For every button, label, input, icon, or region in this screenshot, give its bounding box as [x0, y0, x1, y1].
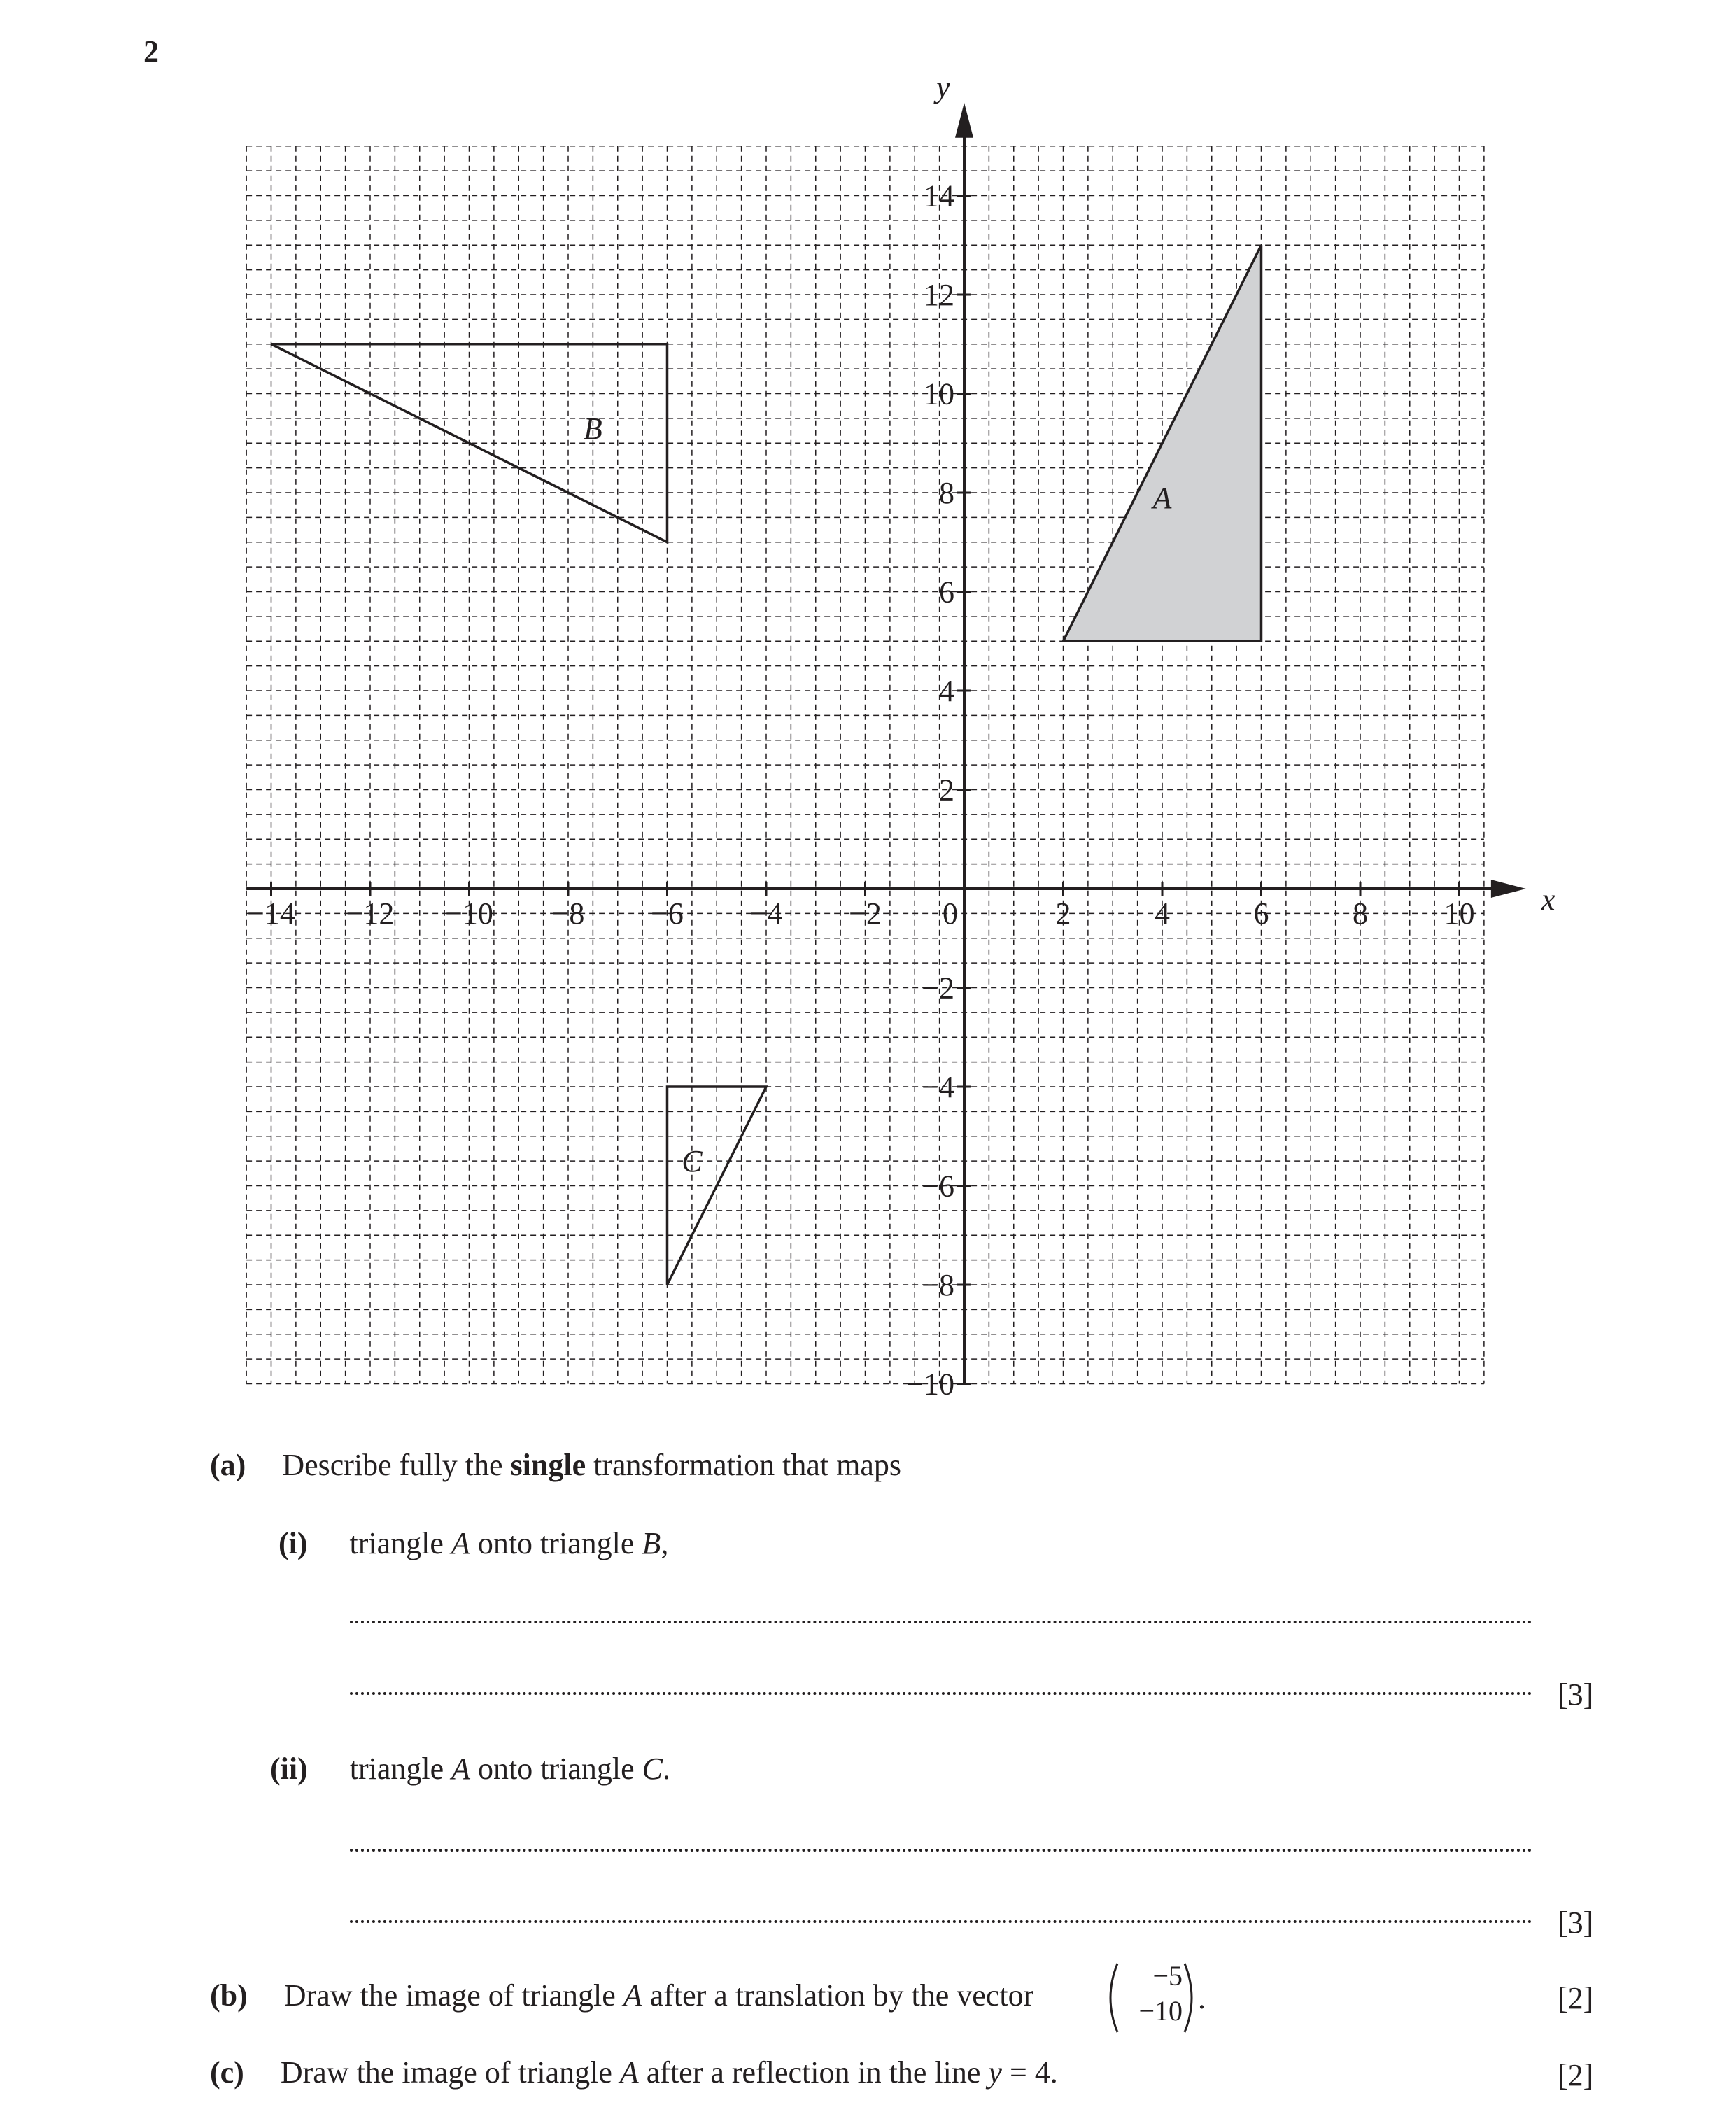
x-tick-label: 6 — [1253, 896, 1269, 931]
question-b — [210, 1978, 1033, 2014]
axes — [246, 70, 1555, 1384]
question-a-ii-text-1: triangle — [349, 1752, 452, 1786]
marks-c: [2] — [1558, 2058, 1594, 2092]
marks-a-i: [3] — [1558, 1677, 1594, 1712]
x-axis-label: x — [1541, 882, 1555, 917]
question-c — [210, 2055, 1058, 2091]
triangle-a-ref: A — [619, 2055, 639, 2090]
page-number: 2 — [143, 34, 159, 69]
triangle-label-a: A — [1152, 481, 1172, 516]
question-c-label: (c) — [210, 2055, 244, 2090]
question-a-i-text-2: onto triangle — [470, 1526, 642, 1560]
x-tick-label: −12 — [346, 896, 395, 931]
question-b-label: (b) — [210, 1978, 248, 2013]
x-tick-label: 4 — [1155, 896, 1170, 931]
y-tick-label: 4 — [939, 674, 954, 708]
y-tick-label: −6 — [922, 1169, 954, 1204]
question-c-text-1: Draw the image of triangle — [280, 2055, 620, 2090]
triangle-label-c: C — [682, 1144, 703, 1179]
triangle-a-ref: A — [451, 1526, 470, 1560]
vector-bottom: −10 — [1138, 1995, 1183, 2027]
question-a-text-1: Describe fully the — [282, 1448, 511, 1482]
question-a-bold: single — [510, 1448, 586, 1482]
y-tick-label: −8 — [922, 1268, 954, 1302]
triangle-c-ref: C — [642, 1752, 663, 1786]
question-a-text-2: transformation that maps — [586, 1448, 902, 1482]
x-axis-arrow — [1491, 880, 1526, 898]
question-a-ii-label: (ii) — [270, 1752, 308, 1786]
question-a — [210, 1447, 901, 1484]
triangle-a-ref: A — [623, 1978, 642, 2013]
vector-end: . — [1198, 1981, 1206, 2015]
x-tick-label: 0 — [943, 896, 958, 931]
answer-line-a-ii-1[interactable] — [350, 1849, 1532, 1852]
question-a-i-text-3: , — [661, 1526, 669, 1560]
x-tick-label: −6 — [651, 896, 684, 931]
triangle-label-b: B — [583, 411, 602, 446]
equation-rest: = 4. — [1001, 2055, 1058, 2090]
question-b-text-1: Draw the image of triangle — [283, 1978, 623, 2013]
answer-line-a-ii-2[interactable] — [350, 1920, 1532, 1923]
answer-line-a-i-1[interactable] — [350, 1621, 1532, 1623]
x-tick-label: −14 — [247, 896, 295, 931]
question-a-i — [278, 1525, 668, 1562]
vector-top: −5 — [1152, 1960, 1183, 1992]
triangle-b-ref: B — [642, 1526, 661, 1560]
y-tick-label: −2 — [922, 971, 954, 1006]
question-a-label: (a) — [210, 1448, 246, 1482]
y-tick-label: 2 — [939, 773, 954, 808]
x-tick-label: 8 — [1353, 896, 1368, 931]
y-tick-label: 8 — [939, 476, 954, 510]
gridlines — [246, 146, 1484, 1384]
tick-labels — [247, 179, 1474, 1402]
y-tick-label: −4 — [922, 1070, 954, 1104]
marks-b: [2] — [1558, 1981, 1594, 2015]
question-a-ii-text-3: . — [663, 1752, 671, 1786]
y-tick-label: −10 — [906, 1367, 954, 1402]
x-tick-label: −4 — [749, 896, 783, 931]
question-a-ii-text-2: onto triangle — [470, 1752, 642, 1786]
x-tick-label: −8 — [551, 896, 585, 931]
triangle-a-ref: A — [451, 1752, 471, 1786]
question-b-text-2: after a translation by the vector — [642, 1978, 1034, 2013]
y-axis-arrow — [955, 103, 973, 138]
question-a-i-label: (i) — [278, 1526, 308, 1560]
x-tick-label: −10 — [445, 896, 493, 931]
y-tick-label: 10 — [924, 376, 954, 411]
question-a-ii — [270, 1751, 670, 1787]
y-tick-label: 14 — [924, 178, 954, 213]
question-a-i-text-1: triangle — [349, 1526, 451, 1560]
y-axis-label: y — [936, 69, 950, 104]
x-tick-label: 10 — [1444, 896, 1475, 931]
equation-variable: y — [988, 2055, 1002, 2090]
answer-line-a-i-2[interactable] — [350, 1692, 1532, 1695]
y-tick-label: 12 — [924, 278, 954, 312]
marks-a-ii: [3] — [1558, 1905, 1594, 1940]
question-c-text-2: after a reflection in the line — [638, 2055, 989, 2090]
y-tick-label: 6 — [939, 575, 954, 609]
x-tick-label: 2 — [1055, 896, 1071, 931]
x-tick-label: −2 — [849, 896, 882, 931]
